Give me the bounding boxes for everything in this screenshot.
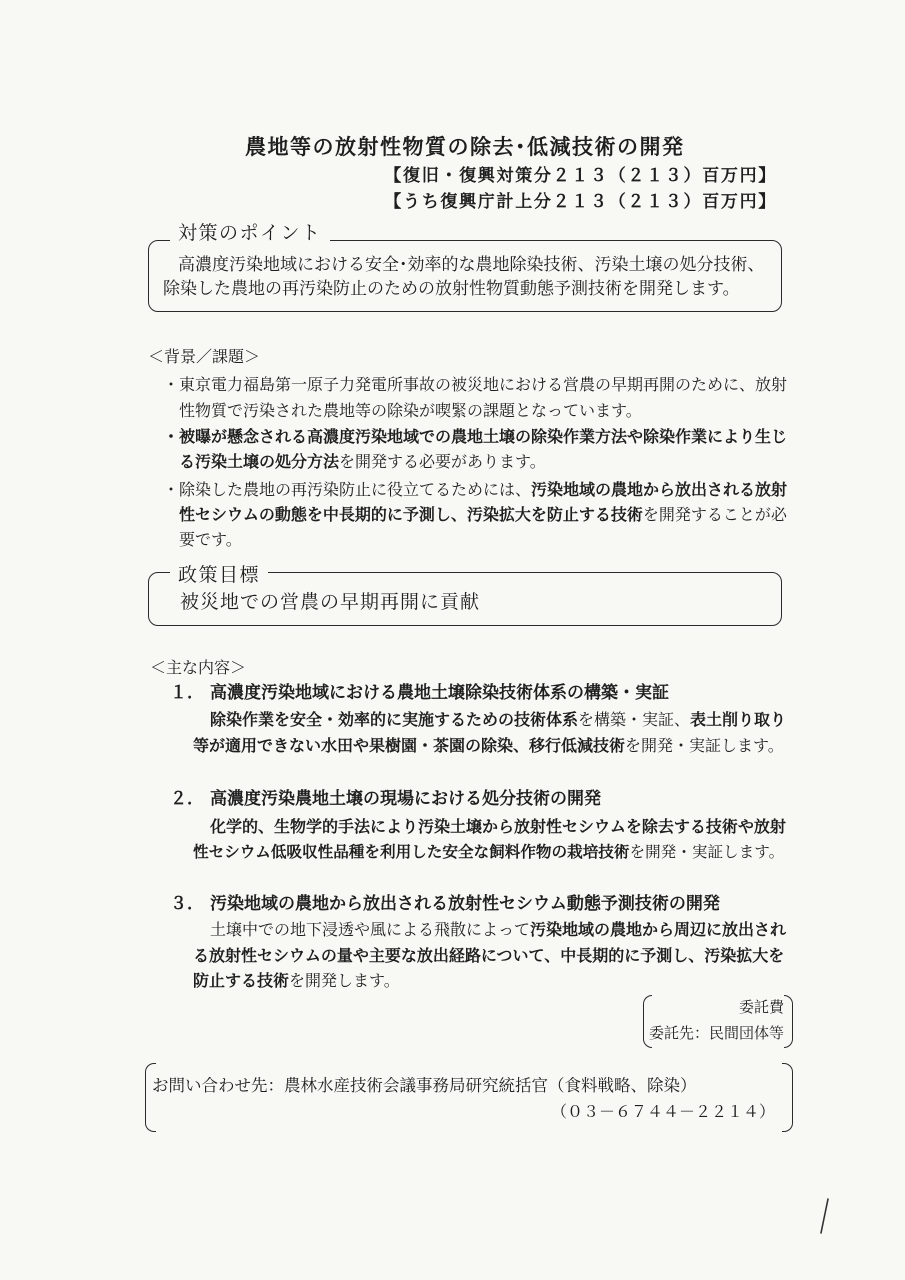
contents-text-segment: 化学的、生物学的手法により汚染土壌から放射性セシウムを除去する技術や放射 [210, 817, 786, 836]
contents-item-number: １． [170, 683, 204, 703]
contact-office: 農林水産技術会議事務局研究統括官（食料戦略、除染） [284, 1076, 697, 1095]
contact-bracket-left [145, 1063, 156, 1132]
policy-point-line: 高濃度汚染地域における安全･効率的な農地除染技術、汚染土壌の処分技術、 [178, 255, 765, 275]
pen-mark [812, 1195, 834, 1237]
contact-label: お問い合わせ先： [152, 1076, 284, 1095]
background-text-segment: 汚染地域の農地から放出される放射 [531, 480, 788, 499]
background-line [163, 429, 787, 445]
contents-item-title: 高濃度汚染農地土壌の現場における処分技術の開発 [210, 789, 601, 809]
funding-type: 委託費 [738, 998, 784, 1016]
contents-item-number: ３． [170, 894, 204, 914]
contents-text-segment: を開発・実証します。 [629, 843, 785, 861]
background-text-segment: 性物質で汚染された農地等の除染が喫緊の課題となっています。 [179, 401, 642, 420]
contact-phone: （０３－６７４４－２２１４） [550, 1102, 775, 1121]
contents-text-segment: 汚染地域の農地から周辺に放出され [530, 920, 787, 939]
background-text-segment: ・被曝が懸念される高濃度汚染地域での農地土壌の除染作業方法や除染作業により生じ [163, 427, 788, 446]
contents-heading: ＜主な内容＞ [150, 658, 247, 677]
background-text-segment: 要です。 [179, 530, 242, 549]
background-line [179, 403, 642, 419]
document-title: 農地等の放射性物質の除去･低減技術の開発 [245, 135, 685, 159]
policy-goal-text: 被災地での営農の早期再開に貢献 [180, 591, 481, 613]
budget-line-recovery: 【復旧・復興対策分２１３（２１３）百万円】 [384, 166, 777, 186]
contents-text-segment: を開発・実証します。 [625, 736, 784, 755]
policy-point-box [148, 240, 782, 312]
background-line [179, 454, 546, 470]
background-text-segment: ・東京電力福島第一原子力発電所事故の被災地における営農の早期再開のために、放射 [163, 375, 788, 394]
background-heading: ＜背景／課題＞ [148, 347, 261, 366]
contents-item-line [210, 922, 786, 938]
contents-text-segment: 防止する技術 [193, 971, 290, 990]
contents-text-segment: 土壌中での地下浸透や風による飛散によって [210, 920, 531, 939]
contents-item-line [193, 948, 784, 964]
contact-line [152, 1078, 697, 1095]
contents-text-segment: 性セシウム低吸収性品種を利用した安全な飼料作物の栽培技術 [193, 843, 630, 861]
background-text-segment: 性セシウムの動態を中長期的に予測し、汚染拡大を防止する技術 [179, 505, 643, 524]
contents-text-segment: を構築・実証、 [578, 710, 691, 729]
background-text-segment: を開発する必要があります。 [339, 452, 546, 471]
contents-text-segment: を開発します。 [289, 971, 400, 990]
contents-item-line [193, 973, 400, 989]
contents-item-line [193, 738, 784, 754]
contact-bracket-right [782, 1063, 793, 1132]
contents-text-segment: 除染作業を安全・効率的に実施するための技術体系 [210, 710, 579, 729]
background-line [179, 507, 787, 523]
background-line [163, 377, 787, 393]
background-text-segment: を開発することが必 [642, 505, 787, 524]
contents-text-segment: る放射性セシウムの量や主要な放出経路について、中長期的に予測し、汚染拡大を [193, 946, 785, 965]
policy-point-line: 除染した農地の再汚染防止のための放射性物質動態予測技術を開発します。 [163, 279, 740, 299]
policy-point-label: 対策のポイント [170, 224, 330, 243]
contents-item-title: 汚染地域の農地から放出される放射性セシウム動態予測技術の開発 [210, 894, 720, 914]
contents-item-line [210, 712, 786, 728]
background-text-segment: る汚染土壌の処分方法 [179, 452, 340, 471]
contents-text-segment: 表土削り取り [690, 710, 787, 729]
contents-item-line [210, 819, 786, 835]
funding-contractor: 委託先：民間団体等 [648, 1024, 784, 1042]
contents-item-line [193, 845, 784, 861]
contents-text-segment: 等が適用できない水田や果樹園・茶園の除染、移行低減技術 [193, 736, 626, 755]
background-line [179, 532, 242, 548]
policy-goal-label: 政策目標 [170, 566, 268, 585]
funding-bracket-right [784, 995, 793, 1048]
background-line [163, 482, 787, 498]
contents-item-title: 高濃度汚染地域における農地土壌除染技術体系の構築・実証 [210, 683, 669, 703]
contents-item-number: ２． [170, 789, 204, 809]
background-text-segment: ・除染した農地の再汚染防止に役立てるためには、 [163, 480, 532, 499]
budget-line-reconstruction-agency: 【うち復興庁計上分２１３（２１３）百万円】 [384, 192, 777, 212]
